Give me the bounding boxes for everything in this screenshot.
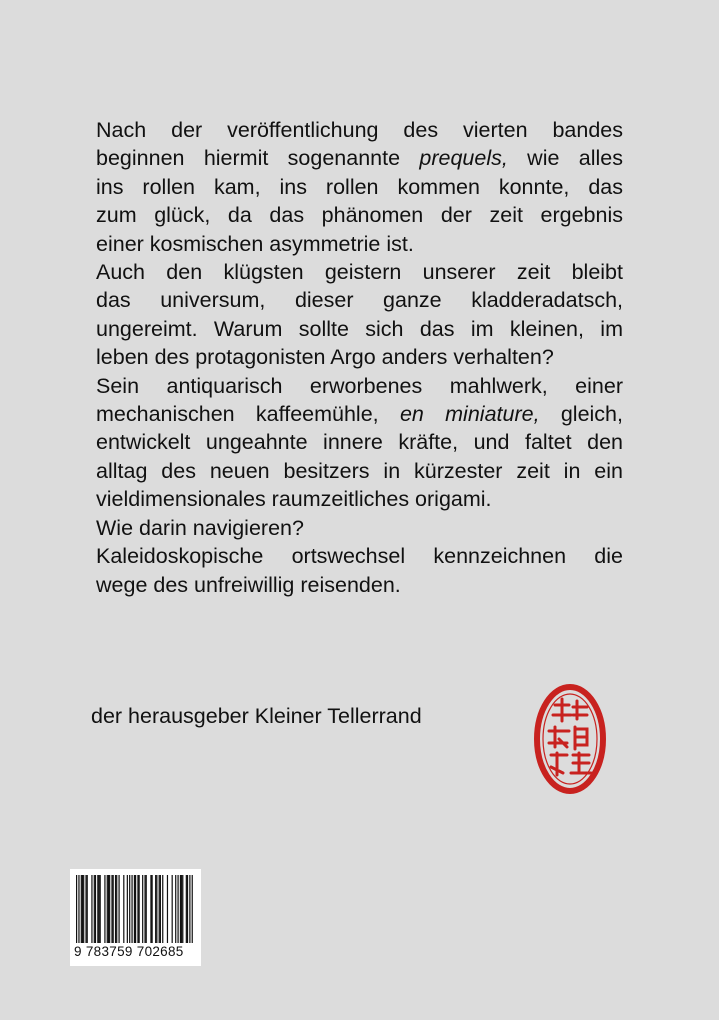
italic-term-prequels: prequels, xyxy=(419,146,508,171)
barcode-bar xyxy=(139,875,140,943)
barcode-bar xyxy=(116,875,117,943)
blurb-line-2: beginnen hiermit sogenannte prequels, wie alles xyxy=(96,146,623,171)
barcode-bar xyxy=(144,875,145,943)
blurb-line-4: zum glück, da das phänomen der zeit ergebnis xyxy=(96,203,623,228)
barcode-bar xyxy=(111,875,112,943)
barcode-bar xyxy=(160,875,161,943)
barcode-bar xyxy=(135,875,136,943)
barcode-bar xyxy=(150,875,151,943)
barcode-bar xyxy=(182,875,183,943)
blurb-line-17: wege des unfreiwillig reisenden. xyxy=(96,572,401,597)
italic-term-en-miniature: en miniature, xyxy=(399,402,540,427)
barcode-bar xyxy=(113,875,114,943)
barcode-bar xyxy=(131,875,132,943)
barcode-bar xyxy=(94,875,95,943)
barcode-bar xyxy=(186,875,187,943)
barcode-bar xyxy=(189,875,190,943)
blurb-line-15: Wie darin navigieren? xyxy=(96,515,304,540)
barcode-bar xyxy=(123,875,124,943)
barcode-bar xyxy=(109,875,110,943)
blurb-line-11: mechanischen kaffeemühle, en miniature, gleich, xyxy=(96,402,623,427)
blurb-line-12: entwickelt ungeahnte innere kräfte, und faltet den xyxy=(96,430,623,455)
blurb-line-13: alltag des neuen besitzers in kürzester zeit in ein xyxy=(96,458,623,483)
barcode-bar xyxy=(98,875,99,943)
blurb-line-9: leben des protagonisten Argo anders verhalten? xyxy=(96,345,554,370)
barcode-bar xyxy=(115,875,116,943)
blurb-line-7: das universum, dieser ganze kladderadatsch, xyxy=(96,288,623,313)
barcode-bar xyxy=(162,875,163,943)
barcode-bar xyxy=(167,875,168,943)
isbn-number: 9 783759 702685 xyxy=(74,944,184,959)
barcode-bar xyxy=(142,875,143,943)
barcode-bar xyxy=(91,875,92,943)
barcode-bar xyxy=(76,875,77,943)
seal-stamp-icon xyxy=(533,683,607,795)
isbn-barcode xyxy=(70,869,201,966)
barcode-bar xyxy=(159,875,160,943)
barcode-bar xyxy=(192,875,193,943)
blurb-line-1: Nach der veröffentlichung des vierten bandes xyxy=(96,118,623,142)
blurb-line-6: Auch den klügsten geistern unserer zeit bleibt xyxy=(96,260,623,285)
barcode-bar xyxy=(107,875,108,943)
barcode-bar xyxy=(85,875,86,943)
barcode-bar xyxy=(108,875,109,943)
barcode-bar xyxy=(100,875,101,943)
barcode-bar xyxy=(83,875,84,943)
barcode-bar xyxy=(118,875,119,943)
barcode-bar xyxy=(134,875,135,943)
blurb-line-5: einer kosmischen asymmetrie ist. xyxy=(96,231,414,256)
barcode-bar xyxy=(97,875,98,943)
barcode-bar xyxy=(175,875,176,943)
barcode-bar xyxy=(137,875,138,943)
barcode-bar xyxy=(146,875,147,943)
back-cover-blurb xyxy=(96,116,623,599)
barcode-bar xyxy=(155,875,156,943)
barcode-bar xyxy=(181,875,182,943)
barcode-bar xyxy=(82,875,83,943)
blurb-line-3: ins rollen kam, ins rollen kommen konnte, das xyxy=(96,174,623,199)
barcode-bars xyxy=(76,875,194,943)
barcode-bar xyxy=(187,875,188,943)
barcode-bar xyxy=(156,875,157,943)
blurb-line-8: ungereimt. Warum sollte sich das im kleinen, im xyxy=(96,316,623,341)
barcode-bar xyxy=(104,875,105,943)
publisher-credit: der herausgeber Kleiner Tellerrand xyxy=(91,704,422,728)
blurb-line-14: vieldimensionales raumzeitliches origami. xyxy=(96,487,492,512)
barcode-bar xyxy=(81,875,82,943)
barcode-bar xyxy=(172,875,173,943)
barcode-bar xyxy=(177,875,178,943)
barcode-bar xyxy=(180,875,181,943)
blurb-line-16: Kaleidoskopische ortswechsel kennzeichnen die xyxy=(96,544,623,569)
barcode-bar xyxy=(95,875,96,943)
barcode-bar xyxy=(87,875,88,943)
barcode-bar xyxy=(129,875,130,943)
barcode-bar xyxy=(127,875,128,943)
blurb-line-10: Sein antiquarisch erworbenes mahlwerk, einer xyxy=(96,373,623,398)
barcode-bar xyxy=(152,875,153,943)
barcode-bar xyxy=(78,875,79,943)
